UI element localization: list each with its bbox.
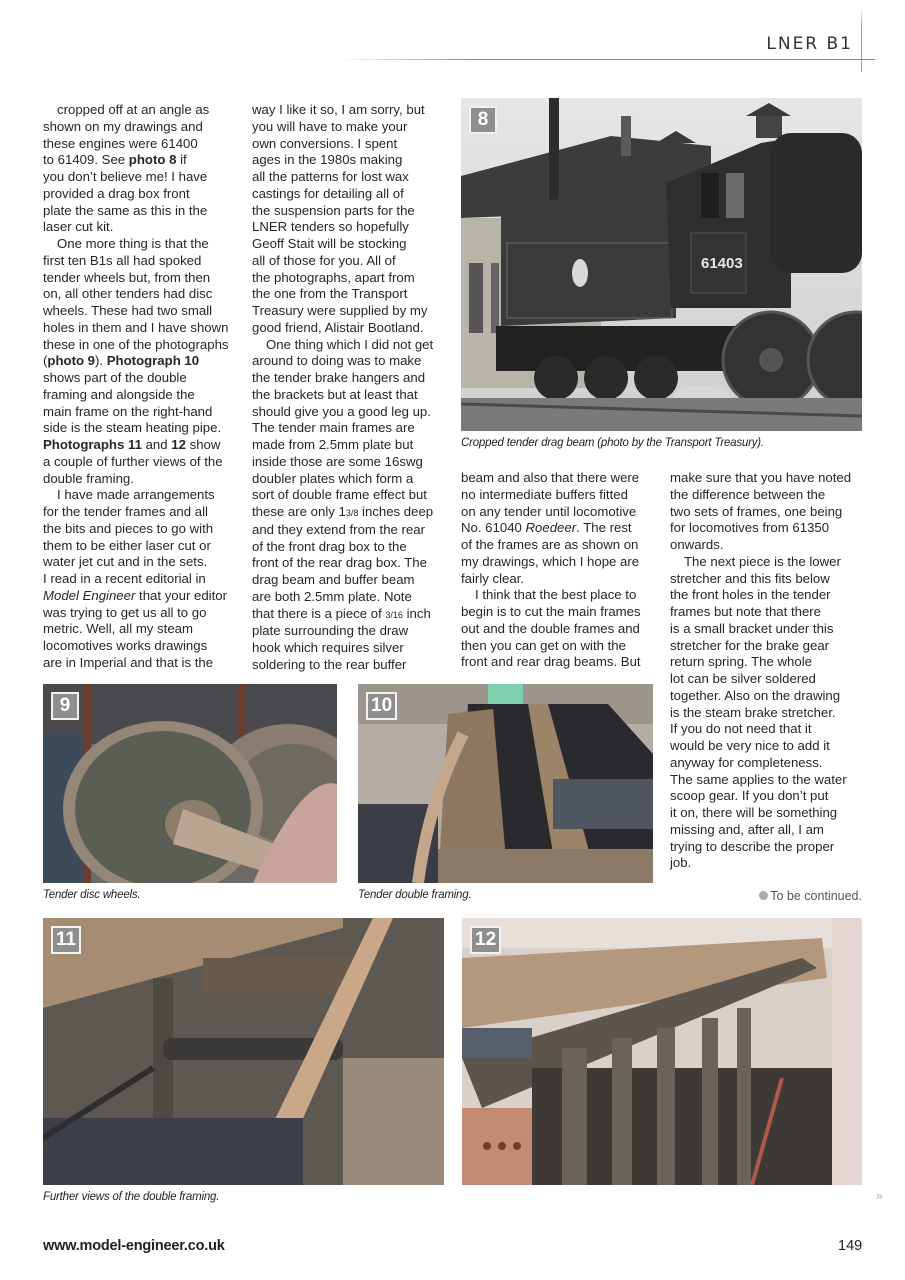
text-line: Treasury were supplied by my bbox=[252, 303, 428, 318]
text-line: scoop gear. If you don’t put bbox=[670, 788, 829, 804]
disc-wheels-image bbox=[43, 684, 337, 883]
text-line: is the steam brake stretcher. bbox=[670, 704, 836, 720]
text-line: around to doing was to make bbox=[252, 353, 422, 369]
text-line: The same applies to the water bbox=[670, 771, 847, 787]
text-column-2 bbox=[252, 102, 452, 674]
text-line: The tender main frames are bbox=[252, 420, 415, 436]
text-line: frames but note that there bbox=[670, 604, 822, 619]
running-head: LNER B1 bbox=[766, 34, 853, 54]
double-framing-view-2-image bbox=[462, 918, 862, 1185]
text-line: lot can be silver soldered bbox=[670, 671, 816, 686]
text-line: I think that the best place to bbox=[475, 587, 637, 603]
footer-website-url[interactable]: www.model-engineer.co.uk bbox=[43, 1238, 225, 1254]
photo-8-caption: Cropped tender drag beam (photo by the Transport Treasury). bbox=[461, 437, 764, 449]
text-line: together. Also on the drawing bbox=[670, 687, 841, 703]
text-line: these are only 13/8 inches deep bbox=[252, 504, 434, 519]
text-line: front and rear drag beams. But bbox=[461, 654, 641, 670]
text-line: all of those for you. All of bbox=[252, 252, 396, 268]
text-line: beam and also that there were bbox=[461, 470, 640, 485]
text-line: shown on my drawings and bbox=[43, 118, 203, 134]
text-column-3 bbox=[461, 470, 661, 671]
text-line: to 61409. See photo 8 if bbox=[43, 152, 187, 168]
text-line: would be very nice to add it bbox=[670, 738, 830, 753]
text-line: cropped off at an angle as bbox=[57, 102, 210, 117]
text-line: doubler plates which form a bbox=[252, 470, 414, 486]
text-line: Model Engineer that your editor bbox=[43, 587, 228, 603]
text-line: are in Imperial and that is the bbox=[43, 654, 214, 670]
double-framing-image bbox=[358, 684, 653, 883]
text-line: the front holes in the tender bbox=[670, 587, 831, 603]
text-line: sort of double frame effect but bbox=[252, 487, 427, 503]
text-line: side is the steam heating pipe. bbox=[43, 420, 222, 436]
text-line: begin is to cut the main frames bbox=[461, 604, 641, 619]
photo-10-caption: Tender double framing. bbox=[358, 889, 472, 901]
to-be-continued-text: To be continued. bbox=[770, 889, 862, 903]
text-line: return spring. The whole bbox=[670, 654, 812, 670]
text-line: ages in the 1980s making bbox=[252, 152, 403, 168]
text-line: double framing. bbox=[43, 470, 134, 486]
text-line: make sure that you have noted bbox=[670, 470, 852, 485]
text-line: inside those are some 16swg bbox=[252, 453, 423, 469]
text-line: provided a drag box front bbox=[43, 185, 190, 201]
text-line: then you can get on with the bbox=[461, 637, 626, 653]
text-line: no intermediate buffers fitted bbox=[461, 486, 628, 502]
text-line: you will have to make your bbox=[252, 118, 408, 134]
text-line: The next piece is the lower bbox=[684, 553, 841, 569]
text-line: and they extend from the rear bbox=[252, 521, 426, 537]
text-line: tender wheels but, from then bbox=[43, 269, 211, 285]
text-line: locomotives works drawings bbox=[43, 638, 208, 653]
text-line: stretcher and this fits below bbox=[670, 570, 830, 586]
text-line: the suspension parts for the bbox=[252, 202, 415, 218]
text-line: metric. Well, all my steam bbox=[43, 621, 193, 637]
photo-badge-9: 9 bbox=[51, 692, 79, 720]
text-line: wheels. These had two small bbox=[43, 303, 213, 318]
text-line: fairly clear. bbox=[461, 570, 525, 586]
text-line: are both 2.5mm plate. Note bbox=[252, 588, 412, 604]
text-line: that there is a piece of 3/16 inch bbox=[252, 605, 431, 621]
text-line: the bits and pieces to go with bbox=[43, 520, 214, 536]
text-line: plate surrounding the draw bbox=[252, 623, 409, 639]
text-line: them to be either laser cut or bbox=[43, 537, 211, 553]
photo-11-12-caption: Further views of the double framing. bbox=[43, 1191, 220, 1203]
text-line: a couple of further views of the bbox=[43, 453, 223, 469]
text-column-1 bbox=[43, 102, 243, 672]
text-line: way I like it so, I am sorry, but bbox=[252, 102, 425, 117]
text-line: I have made arrangements bbox=[57, 487, 215, 503]
text-line: missing and, after all, I am bbox=[670, 821, 824, 837]
text-line: framing and alongside the bbox=[43, 386, 195, 402]
text-line: laser cut kit. bbox=[43, 219, 114, 235]
text-line: the brackets but at least that bbox=[252, 386, 418, 402]
text-line: for the tender frames and all bbox=[43, 504, 208, 519]
text-line: all the patterns for lost wax bbox=[252, 169, 409, 184]
photo-badge-10: 10 bbox=[366, 692, 397, 720]
text-line: two sets of frames, one being bbox=[670, 503, 843, 519]
text-line: first ten B1s all had spoked bbox=[43, 252, 202, 268]
text-line: No. 61040 Roedeer. The rest bbox=[461, 520, 632, 536]
header-rule-vertical bbox=[861, 8, 862, 72]
text-line: should give you a good leg up. bbox=[252, 403, 431, 419]
text-line: of the frames are as shown on bbox=[461, 537, 639, 552]
text-line: plate the same as this in the bbox=[43, 202, 208, 218]
text-line: One more thing is that the bbox=[57, 236, 209, 251]
text-line: these in one of the photographs bbox=[43, 336, 229, 352]
text-line: (photo 9). Photograph 10 bbox=[43, 353, 200, 369]
text-line: the tender brake hangers and bbox=[252, 370, 426, 385]
text-line: trying to describe the proper bbox=[670, 838, 835, 854]
bullet-dot-icon bbox=[759, 891, 768, 900]
text-line: it on, there will be something bbox=[670, 805, 838, 820]
text-line: I read in a recent editorial in bbox=[43, 571, 206, 586]
text-line: castings for detailing all of bbox=[252, 185, 404, 201]
text-line: the one from the Transport bbox=[252, 286, 408, 302]
locomotive-image bbox=[461, 98, 862, 431]
to-be-continued bbox=[759, 889, 862, 903]
text-line: Geoff Stait will be stocking bbox=[252, 236, 407, 251]
text-line: was trying to get us all to go bbox=[43, 604, 207, 620]
text-line: holes in them and I have shown bbox=[43, 319, 229, 335]
text-line: water jet cut and in the sets. bbox=[43, 554, 208, 570]
text-line: made from 2.5mm plate but bbox=[252, 437, 414, 452]
photo-8-locomotive-tender bbox=[461, 98, 862, 431]
text-line: out and the double frames and bbox=[461, 620, 640, 636]
photo-11-double-framing bbox=[43, 918, 444, 1185]
text-line: main frame on the right-hand bbox=[43, 403, 213, 419]
text-line: hook which requires silver bbox=[252, 640, 404, 655]
text-line: good friend, Alistair Bootland. bbox=[252, 319, 424, 335]
continues-arrow-icon: » bbox=[876, 1189, 883, 1203]
text-line: the photographs, apart from bbox=[252, 269, 415, 285]
photo-badge-11: 11 bbox=[51, 926, 81, 954]
photo-badge-12: 12 bbox=[470, 926, 501, 954]
photo-9-caption: Tender disc wheels. bbox=[43, 889, 141, 901]
text-line: for locomotives from 61350 bbox=[670, 520, 830, 536]
photo-10-double-framing bbox=[358, 684, 653, 883]
text-line: shows part of the double bbox=[43, 370, 187, 385]
text-line: soldering to the rear buffer bbox=[252, 656, 407, 672]
text-line: my drawings, which I hope are bbox=[461, 553, 640, 569]
text-line: stretcher for the brake gear bbox=[670, 637, 830, 653]
double-framing-view-1-image bbox=[43, 918, 444, 1185]
text-line: the difference between the bbox=[670, 486, 826, 502]
text-line: on any tender until locomotive bbox=[461, 503, 637, 519]
text-line: If you do not need that it bbox=[670, 721, 812, 737]
text-line: onwards. bbox=[670, 537, 724, 552]
text-line: of the front drag box to the bbox=[252, 538, 407, 554]
engine-number: 61403 bbox=[701, 255, 743, 272]
text-column-4 bbox=[670, 470, 870, 872]
text-line: own conversions. I spent bbox=[252, 135, 398, 151]
text-line: you don’t believe me! I have bbox=[43, 169, 208, 184]
text-line: anyway for completeness. bbox=[670, 754, 823, 770]
text-line: Photographs 11 and 12 show bbox=[43, 437, 221, 452]
text-line: these engines were 61400 bbox=[43, 135, 198, 151]
header-rule-horizontal bbox=[340, 59, 875, 60]
page-number: 149 bbox=[838, 1238, 863, 1254]
text-line: One thing which I did not get bbox=[266, 336, 434, 352]
text-line: LNER tenders so hopefully bbox=[252, 219, 409, 235]
text-line: on, all other tenders had disc bbox=[43, 286, 213, 302]
photo-badge-8: 8 bbox=[469, 106, 497, 134]
text-line: job. bbox=[670, 855, 692, 871]
text-line: is a small bracket under this bbox=[670, 620, 834, 636]
photo-9-disc-wheels bbox=[43, 684, 337, 883]
photo-12-double-framing bbox=[462, 918, 862, 1185]
text-line: front of the rear drag box. The bbox=[252, 555, 427, 571]
text-line: drag beam and buffer beam bbox=[252, 572, 415, 587]
